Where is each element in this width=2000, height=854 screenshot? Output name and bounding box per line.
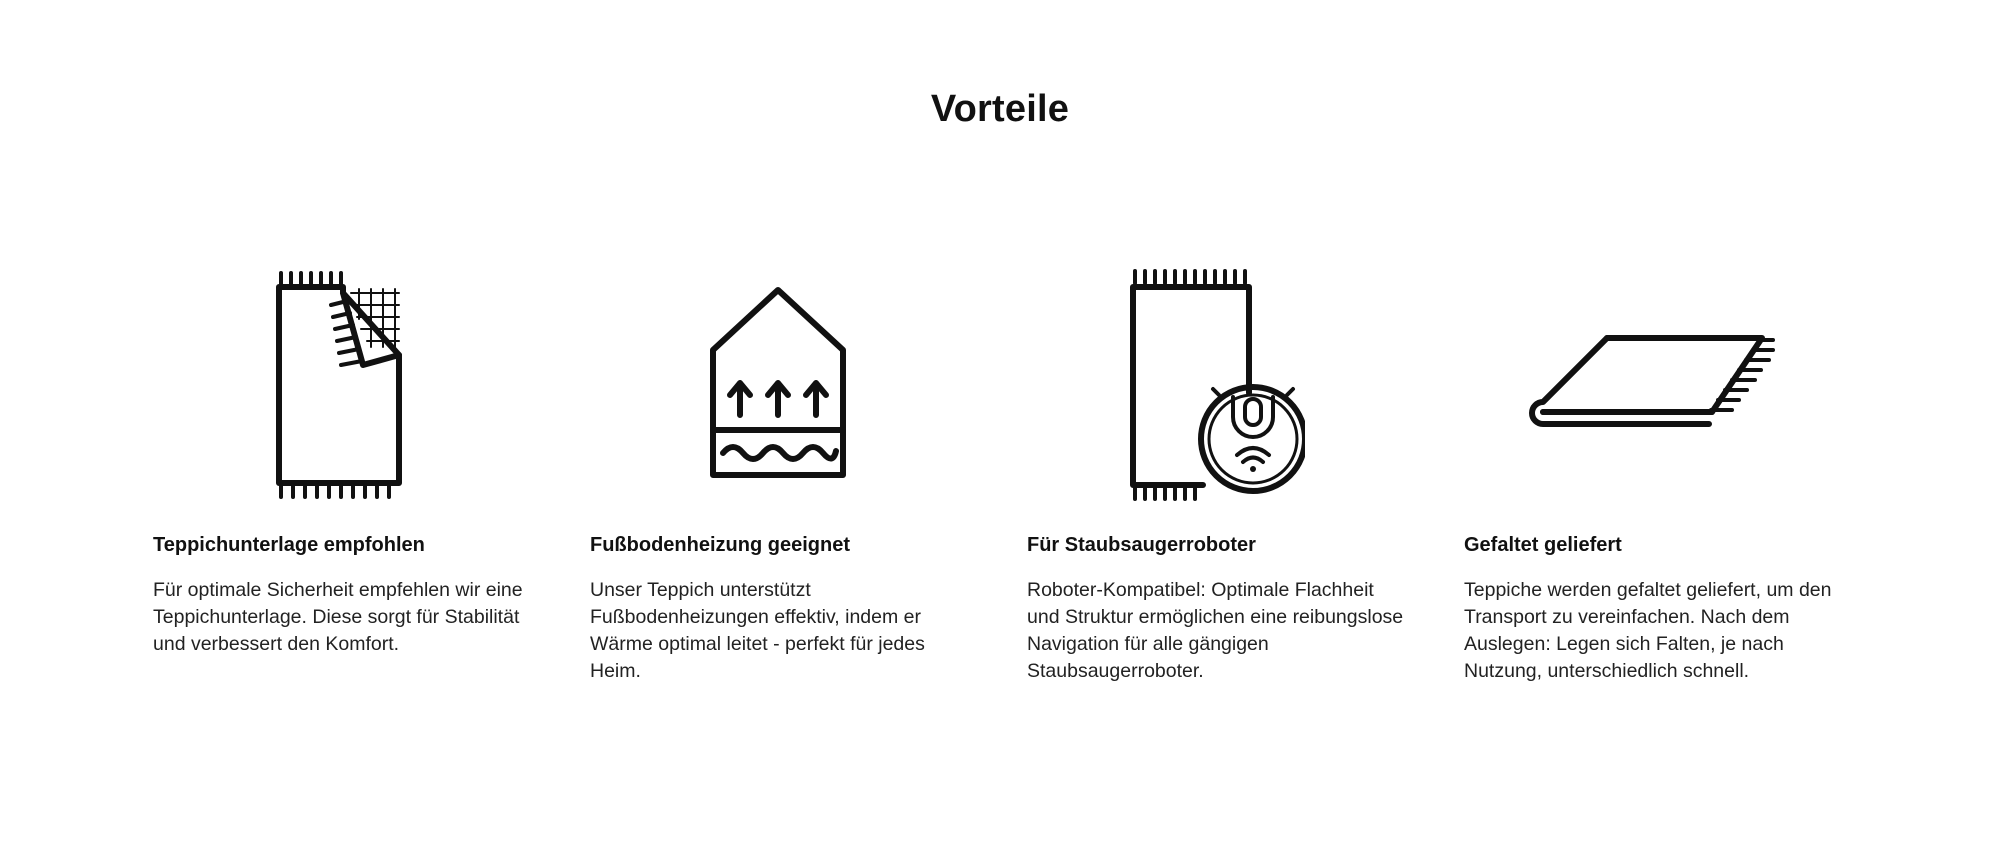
feature-title: Teppichunterlage empfohlen (153, 534, 425, 556)
folded-rug-icon (1464, 265, 1839, 505)
feature-title: Gefaltet geliefert (1464, 534, 1622, 556)
feature-floor-heating (590, 265, 1027, 682)
feature-title: Fußbodenheizung geeignet (590, 534, 850, 556)
feature-title: Für Staubsaugerroboter (1027, 534, 1256, 556)
feature-rug-underlay (153, 265, 590, 655)
robot-vacuum-icon (1027, 265, 1402, 505)
features-row (153, 265, 1903, 682)
section-title: Vorteile (930, 88, 1070, 130)
rug-underlay-icon (153, 265, 528, 505)
feature-description: Für optimale Sicherheit empfehlen wir eine Teppichunterlage. Diese sorgt für Stabilität und verbessert den Komfort. (153, 579, 523, 655)
floor-heating-icon (590, 265, 965, 505)
feature-description: Unser Teppich unterstützt Fußbodenheizungen effektiv, indem er Wärme optimal leitet - perfekt für jedes Heim. (590, 579, 925, 682)
feature-robot-vacuum (1027, 265, 1464, 682)
feature-description: Teppiche werden gefaltet geliefert, um den Transport zu vereinfachen. Nach dem Auslegen: Legen sich Falten, je nach Nutzung, unterschiedlich schnell. (1464, 579, 1832, 682)
feature-description: Roboter-Kompatibel: Optimale Flachheit und Struktur ermöglichen eine reibungslose Navigation für alle gängigen Staubsaugerroboter. (1027, 579, 1404, 682)
feature-folded-delivery (1464, 265, 1901, 682)
